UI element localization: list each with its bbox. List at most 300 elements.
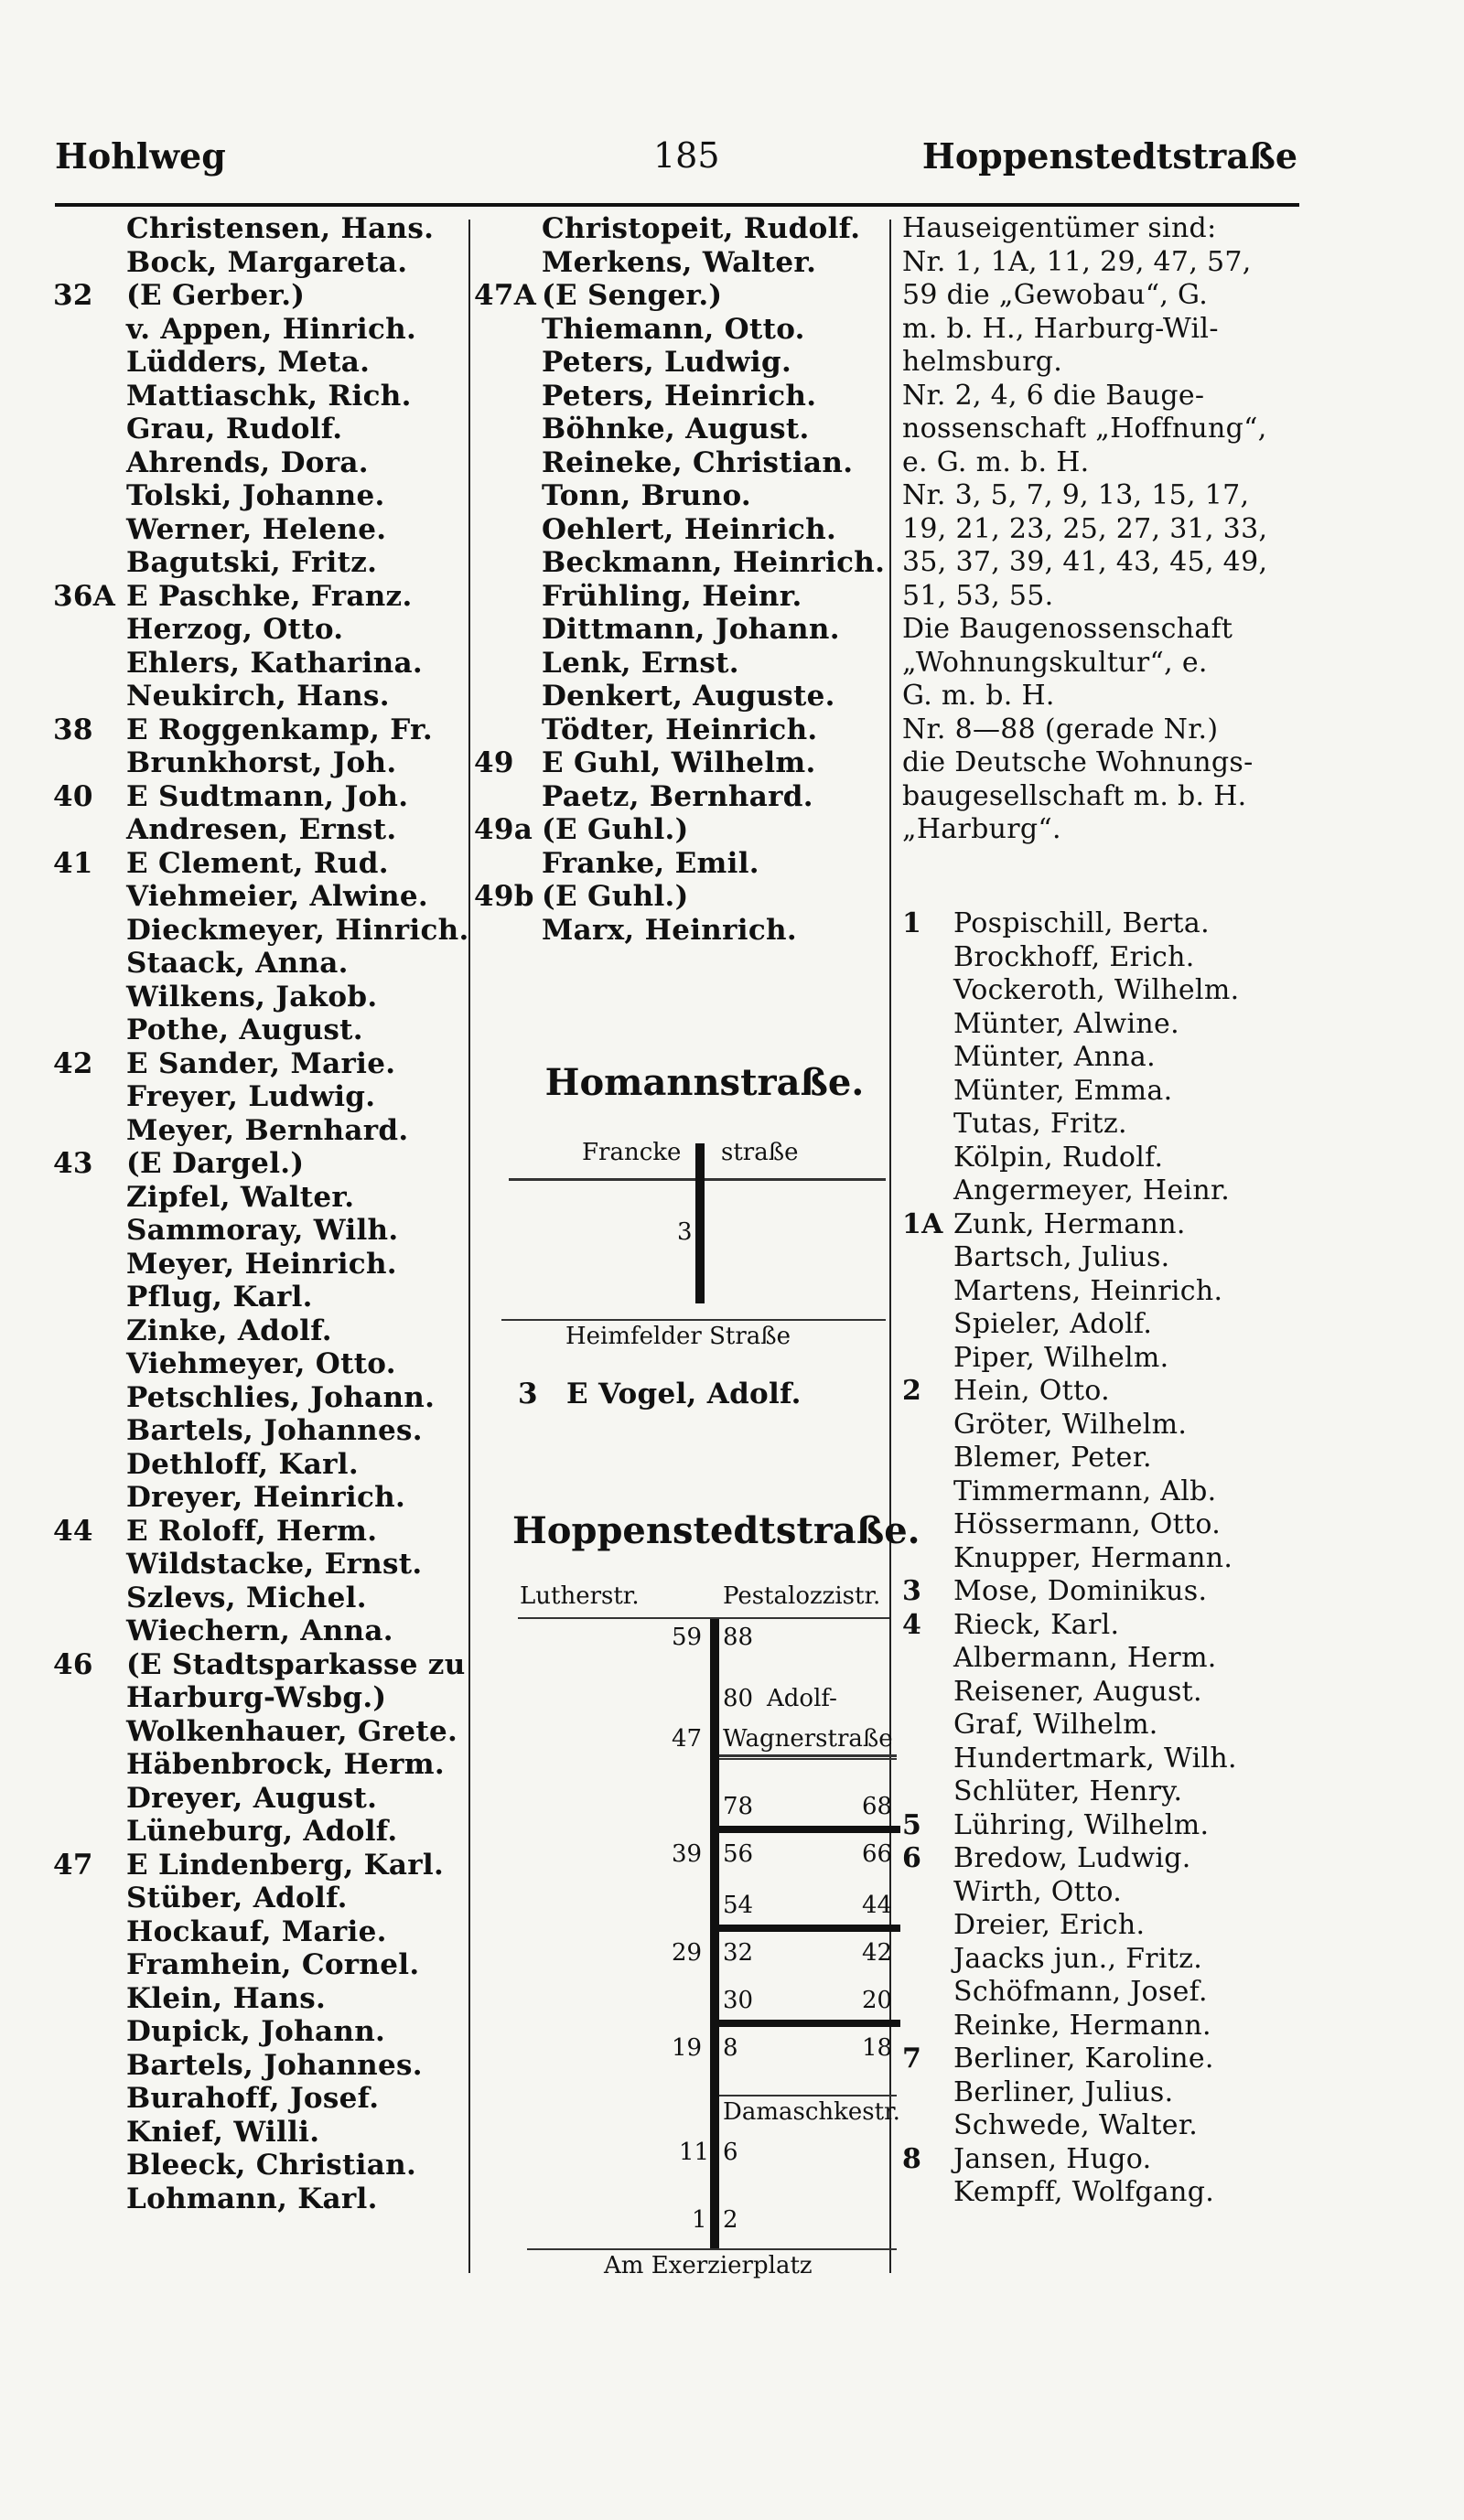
resident-name: Zipfel, Walter.	[126, 1180, 355, 1214]
house-num-19: 19	[672, 2034, 703, 2062]
resident-name: Frühling, Heinr.	[542, 579, 802, 613]
resident-name: Franke, Emil.	[542, 846, 759, 880]
house-num-32: 32	[723, 1939, 754, 1967]
entry-line	[474, 847, 886, 881]
entry-line	[53, 780, 465, 814]
resident-name: Knief, Willi.	[126, 2115, 320, 2149]
resident-name: (E Stadtsparkasse zu	[126, 1647, 466, 1681]
owners-note-line: 19, 21, 23, 25, 27, 31, 33,	[902, 512, 1268, 545]
resident-name: E Roloff, Herm.	[126, 1514, 378, 1548]
owners-note-line: m. b. H., Harburg-Wil-	[902, 312, 1219, 345]
house-number: 2	[902, 1375, 922, 1407]
house-number: 3	[902, 1575, 922, 1607]
house-number: 36A	[53, 579, 116, 613]
resident-name: Blemer, Peter.	[953, 1442, 1152, 1474]
house-num-66: 66	[862, 1840, 893, 1868]
column-divider-1	[468, 220, 470, 2273]
resident-name: E Clement, Rud.	[126, 846, 389, 880]
resident-name: Reisener, August.	[953, 1675, 1202, 1708]
house-number: 32	[53, 279, 93, 312]
entry-line	[902, 2043, 1296, 2076]
resident-name: Burahoff, Josef.	[126, 2082, 380, 2115]
house-number: 49b	[474, 880, 534, 913]
homann-entry	[518, 1378, 802, 1411]
entry-line	[53, 1849, 465, 1882]
house-number: 49a	[474, 813, 533, 846]
entry-line	[53, 1815, 465, 1849]
resident-name: Pospischill, Berta.	[953, 907, 1210, 939]
wagner-street-line	[719, 1758, 897, 1760]
resident-name: Graf, Wilhelm.	[953, 1709, 1158, 1741]
house-num-47: 47	[672, 1725, 703, 1753]
entry-line	[53, 713, 465, 747]
entry-line	[53, 1882, 465, 1915]
resident-name: Albermann, Herm.	[953, 1642, 1217, 1674]
entry-line	[53, 380, 465, 413]
resident-name: Herzog, Otto.	[126, 613, 344, 646]
entry-line	[53, 1414, 465, 1448]
resident-name: Ahrends, Dora.	[126, 445, 369, 479]
entry-line	[53, 1281, 465, 1314]
entry-line	[53, 880, 465, 914]
entry-line	[53, 580, 465, 614]
resident-name: Andresen, Ernst.	[126, 813, 397, 846]
homann-title: Homannstraße.	[544, 1061, 865, 1104]
resident-name: Schöfmann, Josef.	[953, 1976, 1208, 2008]
owners-note-line: Nr. 8—88 (gerade Nr.)	[902, 713, 1219, 745]
resident-name: E Sander, Marie.	[126, 1046, 396, 1080]
house-num-42: 42	[862, 1939, 893, 1967]
entry-line	[474, 613, 886, 647]
resident-name: Oehlert, Heinrich.	[542, 512, 837, 546]
entry-line	[902, 1909, 1296, 1943]
house-number: 40	[53, 779, 93, 813]
resident-name: Böhnke, August.	[542, 413, 810, 445]
resident-name: Dreyer, Heinrich.	[126, 1481, 406, 1514]
resident-name: Kempff, Wolfgang.	[953, 2176, 1215, 2208]
entry-line	[902, 1142, 1296, 1175]
entry-line	[53, 546, 465, 580]
entry-line	[53, 680, 465, 713]
resident-name: Timmermann, Alb.	[953, 1474, 1217, 1507]
entry-line	[53, 1181, 465, 1215]
entry-line	[474, 780, 886, 814]
entry-line	[53, 1147, 465, 1181]
house-num-80: 80	[723, 1685, 754, 1712]
resident-name: Häbenbrock, Herm.	[126, 1748, 445, 1781]
house-number: 7	[902, 2043, 922, 2075]
owners-note-line: baugesellschaft m. b. H.	[902, 779, 1247, 812]
resident-name: Christensen, Hans.	[126, 212, 435, 245]
resident-name: Gröter, Wilhelm.	[953, 1408, 1188, 1441]
block-divider-1	[719, 1826, 900, 1833]
resident-name: Thiemann, Otto.	[542, 312, 805, 346]
entry-line	[902, 1775, 1296, 1809]
column-2	[474, 212, 886, 947]
house-num-30: 30	[723, 1987, 754, 2014]
house-num-56: 56	[723, 1840, 754, 1868]
resident-name: Petschlies, Johann.	[126, 1380, 436, 1414]
entry-line	[53, 1515, 465, 1549]
resident-name: Münter, Anna.	[953, 1041, 1156, 1073]
entry-line	[53, 1347, 465, 1381]
resident-name: Tonn, Bruno.	[542, 479, 751, 512]
entry-line	[902, 1208, 1296, 1242]
resident-name: Pothe, August.	[126, 1013, 363, 1046]
resident-name: Lenk, Ernst.	[542, 646, 739, 680]
entry-line	[53, 1715, 465, 1749]
entry-line	[902, 1075, 1296, 1109]
resident-name: Rieck, Karl.	[953, 1608, 1120, 1641]
entry-line	[53, 746, 465, 780]
house-num-88: 88	[723, 1624, 754, 1651]
house-num-39: 39	[672, 1840, 703, 1868]
resident-name: E Sudtmann, Joh.	[126, 779, 409, 813]
house-number: 1	[902, 907, 922, 939]
entry-line	[53, 913, 469, 948]
owners-note-line: Hauseigentümer sind:	[902, 212, 1217, 244]
house-num-29: 29	[672, 1939, 703, 1967]
entry-line	[53, 1681, 465, 1715]
entry-line	[53, 279, 465, 313]
resident-name: Dupick, Johann.	[126, 2015, 386, 2048]
resident-name: Bartels, Johannes.	[126, 1414, 423, 1447]
owners-note-line: 59 die „Gewobau“, G.	[902, 279, 1209, 311]
entry-line	[902, 1676, 1296, 1710]
entry-line	[474, 914, 886, 948]
resident-name: Meyer, Heinrich.	[126, 1247, 397, 1281]
running-head-right: Hoppenstedtstraße	[921, 135, 1297, 177]
entry-line	[474, 313, 886, 347]
adolf-street-line	[719, 1754, 897, 1757]
resident-name: Knupper, Hermann.	[953, 1541, 1233, 1574]
entry-line	[902, 2076, 1296, 2110]
entry-line	[474, 479, 886, 513]
entry-line	[902, 1108, 1296, 1142]
resident-name: Wirth, Otto.	[953, 1875, 1123, 1908]
resident-name: Zunk, Hermann.	[953, 1207, 1186, 1240]
entry-line	[902, 2176, 1296, 2210]
owners-note-line: „Wohnungskultur“, e.	[902, 646, 1208, 679]
entry-line	[474, 580, 886, 614]
resident-name: Jansen, Hugo.	[953, 2142, 1152, 2175]
resident-name: (E Guhl.)	[542, 813, 689, 846]
entry-line	[474, 513, 886, 547]
homann-house-number: 3	[677, 1218, 693, 1246]
entry-line	[902, 1609, 1296, 1643]
homann-entry-name: E Vogel, Adolf.	[565, 1378, 802, 1410]
owners-note-line: „Harburg“.	[902, 813, 1061, 845]
resident-name: Hein, Otto.	[953, 1375, 1110, 1407]
entry-line	[53, 2116, 465, 2150]
entry-line	[53, 246, 465, 280]
entry-line	[902, 1041, 1296, 1075]
resident-name: Bartels, Johannes.	[126, 2048, 423, 2082]
entry-line	[474, 413, 886, 446]
homann-street-bar	[695, 1143, 705, 1303]
entry-line	[53, 2015, 465, 2049]
resident-name: Angermeyer, Heinr.	[953, 1174, 1231, 1206]
house-number: 1A	[902, 1207, 943, 1240]
resident-name: Dittmann, Johann.	[542, 613, 840, 646]
homann-bottom-line	[501, 1319, 886, 1321]
entry-line	[902, 1842, 1296, 1876]
entry-line	[902, 1508, 1296, 1542]
resident-name: Reineke, Christian.	[542, 445, 854, 479]
house-num-78: 78	[723, 1793, 754, 1820]
resident-name: Bredow, Ludwig.	[953, 1842, 1191, 1874]
resident-name: Wilkens, Jakob.	[126, 980, 378, 1013]
house-num-1: 1	[692, 2206, 707, 2234]
entry-line	[53, 1381, 465, 1415]
resident-name: Mose, Dominikus.	[953, 1575, 1208, 1607]
resident-name: Marx, Heinrich.	[542, 913, 797, 947]
resident-name: Sammoray, Wilh.	[126, 1214, 399, 1247]
header-rule	[55, 203, 1299, 207]
resident-name: Hundertmark, Wilh.	[953, 1742, 1237, 1775]
entry-line	[53, 212, 465, 246]
entry-line	[53, 1548, 465, 1582]
resident-name: Hockauf, Marie.	[126, 1914, 387, 1948]
house-number: 43	[53, 1147, 93, 1180]
entry-line	[902, 1943, 1296, 1977]
resident-name: Dethloff, Karl.	[126, 1447, 359, 1481]
resident-name: Schwede, Walter.	[953, 2109, 1199, 2141]
hoppen-left-street: Lutherstr.	[520, 1582, 640, 1610]
owners-note-line: helmsburg.	[902, 346, 1063, 378]
entry-line	[53, 813, 465, 847]
entry-line	[53, 947, 465, 981]
entry-line	[902, 2010, 1296, 2043]
resident-name: Staack, Anna.	[126, 947, 349, 980]
entry-line	[53, 847, 465, 881]
entry-line	[53, 1314, 465, 1348]
resident-name: Tödter, Heinrich.	[542, 713, 818, 746]
column-3	[902, 907, 1296, 2210]
entry-line	[53, 1013, 465, 1047]
resident-name: Wolkenhauer, Grete.	[126, 1714, 458, 1748]
entry-line	[53, 313, 465, 347]
resident-name: Klein, Hans.	[126, 1981, 327, 2015]
resident-name: Bock, Margareta.	[126, 245, 408, 279]
column-1	[53, 212, 469, 2215]
hoppen-bottom-street: Am Exerzierplatz	[604, 2252, 813, 2279]
resident-name: Christopeit, Rudolf.	[542, 212, 861, 245]
resident-name: Brockhoff, Erich.	[953, 940, 1195, 973]
resident-name: Werner, Helene.	[126, 512, 387, 546]
resident-name: E Lindenberg, Karl.	[126, 1848, 445, 1882]
entry-line	[53, 2149, 465, 2182]
resident-name: Schlüter, Henry.	[953, 1775, 1183, 1807]
resident-name: Spieler, Adolf.	[953, 1308, 1153, 1340]
resident-name: Berliner, Julius.	[953, 2075, 1174, 2108]
entry-line	[902, 1709, 1296, 1743]
entry-line	[902, 1976, 1296, 2010]
resident-name: Merkens, Walter.	[542, 245, 817, 279]
block-divider-2	[719, 1925, 900, 1932]
entry-line	[902, 1809, 1296, 1843]
entry-line	[474, 746, 886, 780]
entry-line	[53, 413, 465, 446]
entry-line	[53, 1748, 465, 1782]
resident-name: Münter, Alwine.	[953, 1007, 1179, 1040]
entry-line	[474, 446, 886, 480]
resident-name: Ehlers, Katharina.	[126, 646, 423, 680]
resident-name: Bagutski, Fritz.	[126, 546, 378, 579]
entry-line	[53, 1614, 465, 1648]
house-number: 4	[902, 1608, 922, 1641]
resident-name: Wildstacke, Ernst.	[126, 1548, 423, 1581]
page-number: 185	[653, 135, 720, 176]
house-number: 6	[902, 1842, 922, 1874]
entry-line	[902, 1308, 1296, 1342]
resident-name: Berliner, Karoline.	[953, 2043, 1214, 2075]
resident-name: Hössermann, Otto.	[953, 1508, 1222, 1540]
entry-line	[53, 613, 465, 647]
entry-line	[53, 1448, 465, 1482]
hoppen-title: Hoppenstedtstraße.	[512, 1509, 920, 1552]
house-num-2: 2	[723, 2206, 738, 2234]
resident-name: E Guhl, Wilhelm.	[542, 746, 816, 779]
owners-note-line: e. G. m. b. H.	[902, 445, 1090, 478]
entry-line	[474, 546, 886, 580]
resident-name: Grau, Rudolf.	[126, 413, 343, 445]
house-num-59: 59	[672, 1624, 703, 1651]
house-number: 44	[53, 1514, 93, 1548]
resident-name: Freyer, Ludwig.	[126, 1080, 376, 1113]
entry-line	[53, 647, 465, 681]
entry-line	[902, 1743, 1296, 1776]
resident-name: E Roggenkamp, Fr.	[126, 713, 433, 746]
entry-line	[53, 446, 465, 480]
house-number: 47	[53, 1848, 93, 1882]
resident-name: Zinke, Adolf.	[126, 1314, 332, 1347]
wagner-street-label: Wagnerstraße	[723, 1725, 893, 1753]
resident-name: Tutas, Fritz.	[953, 1108, 1127, 1140]
house-num-18: 18	[862, 2034, 893, 2062]
entry-line	[53, 1648, 465, 1682]
resident-name: Neukirch, Hans.	[126, 680, 390, 713]
resident-name: Lohmann, Karl.	[126, 2182, 378, 2215]
house-number: 49	[474, 746, 514, 779]
resident-name: Paetz, Bernhard.	[542, 779, 813, 813]
resident-name: Jaacks jun., Fritz.	[953, 1942, 1203, 1975]
house-number: 38	[53, 713, 93, 746]
resident-name: Viehmeier, Alwine.	[126, 880, 428, 913]
entry-line	[902, 1542, 1296, 1576]
resident-name: Dreier, Erich.	[953, 1909, 1146, 1941]
resident-name: Framhein, Cornel.	[126, 1948, 420, 1981]
entry-line	[902, 1375, 1296, 1409]
entry-line	[474, 279, 886, 313]
owners-note-line: nossenschaft „Hoffnung“,	[902, 413, 1267, 445]
owners-note-line: Nr. 1, 1A, 11, 29, 47, 57,	[902, 245, 1252, 278]
homann-left-street: Francke	[582, 1139, 682, 1166]
owners-note-line: 51, 53, 55.	[902, 579, 1054, 612]
house-num-68: 68	[862, 1793, 893, 1820]
entry-line	[474, 647, 886, 681]
entry-line	[902, 1575, 1296, 1609]
entry-line	[53, 1948, 465, 1982]
entry-line	[53, 1782, 465, 1816]
resident-name: Kölpin, Rudolf.	[953, 1141, 1164, 1174]
resident-name: Lüdders, Meta.	[126, 346, 371, 379]
entry-line	[474, 212, 886, 246]
resident-name: Pflug, Karl.	[126, 1281, 313, 1314]
resident-name: Lühring, Wilhelm.	[953, 1808, 1210, 1841]
entry-line	[902, 1475, 1296, 1509]
entry-line	[902, 1174, 1296, 1208]
house-number: 5	[902, 1808, 922, 1841]
entry-line	[53, 1114, 465, 1148]
house-num-20: 20	[862, 1987, 893, 2014]
resident-name: (E Senger.)	[542, 279, 723, 312]
hoppen-right-street: Pestalozzistr.	[723, 1582, 881, 1610]
entry-line	[53, 346, 465, 380]
entry-line	[474, 246, 886, 280]
resident-name: (E Dargel.)	[126, 1147, 305, 1180]
entry-line	[902, 1342, 1296, 1376]
house-num-54: 54	[723, 1892, 754, 1919]
entry-line	[53, 1248, 465, 1281]
resident-name: Bleeck, Christian.	[126, 2149, 417, 2182]
resident-name: Harburg-Wsbg.)	[126, 1681, 387, 1714]
entry-line	[902, 1642, 1296, 1676]
entry-line	[53, 1214, 465, 1248]
block-divider-3	[719, 2020, 900, 2027]
resident-name: Lüneburg, Adolf.	[126, 1815, 398, 1848]
damaschke-street-line	[719, 2095, 897, 2096]
entry-line	[53, 1047, 465, 1081]
damaschke-street-label: Damaschkestr.	[723, 2098, 900, 2126]
entry-line	[902, 974, 1296, 1008]
hoppen-street-bar	[710, 1619, 719, 2250]
resident-name: Münter, Emma.	[953, 1074, 1173, 1107]
entry-line	[902, 1442, 1296, 1475]
hoppen-top-line	[518, 1617, 889, 1619]
resident-name: Viehmeyer, Otto.	[126, 1347, 396, 1380]
entry-line	[902, 2109, 1296, 2143]
entry-line	[902, 941, 1296, 975]
resident-name: Denkert, Auguste.	[542, 680, 835, 713]
running-head-left: Hohlweg	[55, 135, 226, 177]
resident-name: Reinke, Hermann.	[953, 2009, 1211, 2042]
owners-note-line: G. m. b. H.	[902, 680, 1055, 712]
resident-name: Dieckmeyer, Hinrich.	[126, 913, 469, 947]
entry-line	[902, 1008, 1296, 1042]
homann-bottom-street: Heimfelder Straße	[565, 1323, 791, 1350]
owners-note-line: die Deutsche Wohnungs-	[902, 746, 1254, 778]
entry-line	[474, 713, 886, 747]
adolf-street-label: Adolf-	[767, 1685, 837, 1712]
entry-line	[53, 479, 465, 513]
house-number: 47A	[474, 279, 537, 312]
entry-line	[53, 1080, 465, 1114]
entry-line	[53, 2049, 465, 2083]
entry-line	[902, 1409, 1296, 1442]
house-number: 41	[53, 846, 93, 880]
resident-name: Stüber, Adolf.	[126, 1882, 348, 1914]
entry-line	[53, 1481, 465, 1515]
owners-note-line: 35, 37, 39, 41, 43, 45, 49,	[902, 546, 1268, 578]
resident-name: Piper, Wilhelm.	[953, 1341, 1169, 1374]
hoppen-bottom-line	[527, 2248, 897, 2250]
resident-name: Szlevs, Michel.	[126, 1581, 367, 1614]
resident-name: Peters, Heinrich.	[542, 379, 817, 413]
house-num-44: 44	[862, 1892, 893, 1919]
resident-name: Vockeroth, Wilhelm.	[953, 974, 1240, 1006]
house-num-11: 11	[679, 2139, 710, 2166]
